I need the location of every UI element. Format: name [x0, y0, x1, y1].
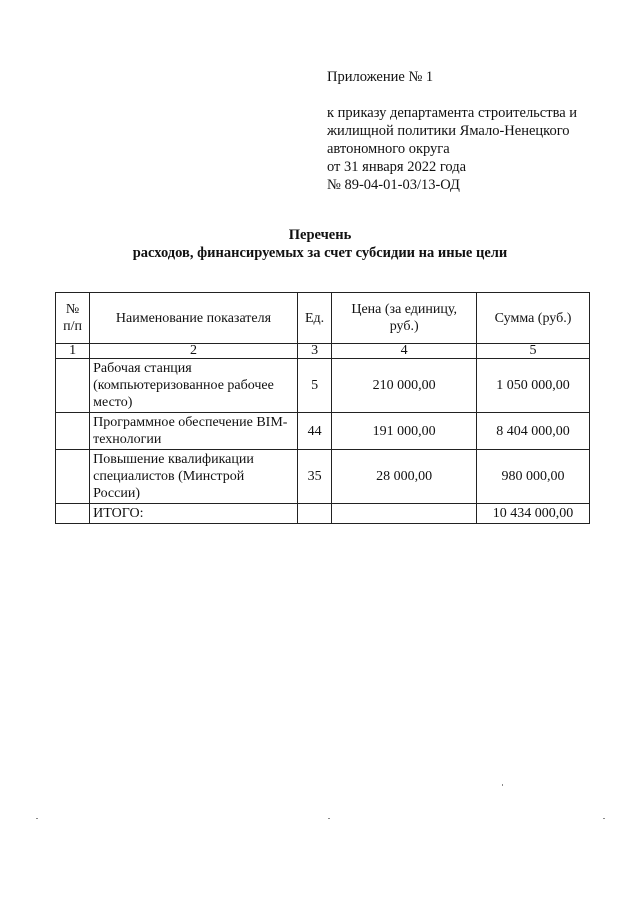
- row-unit: 5: [297, 359, 331, 413]
- row-name: Повышение квалификации специалистов (Минстрой России): [90, 450, 298, 504]
- row-name: Рабочая станция (компьютеризованное рабочее место): [90, 359, 298, 413]
- column-index: 1: [56, 344, 90, 359]
- table-row: [56, 450, 590, 504]
- table-row: [56, 359, 590, 413]
- row-price: 210 000,00: [332, 359, 477, 413]
- appendix-line: к приказу департамента строительства и: [327, 105, 578, 121]
- expenses-table: [55, 292, 590, 524]
- appendix-title: Приложение № 1: [327, 69, 434, 85]
- row-unit: 44: [297, 413, 331, 450]
- column-index: 2: [90, 344, 298, 359]
- column-index: 4: [332, 344, 477, 359]
- appendix-line: жилищной политики Ямало-Ненецкого: [327, 123, 570, 139]
- row-sum: 980 000,00: [477, 450, 590, 504]
- total-price: [332, 504, 477, 524]
- row-unit: 35: [297, 450, 331, 504]
- total-num: [56, 504, 90, 524]
- header-sum: Сумма (руб.): [477, 293, 590, 344]
- scan-speck: [502, 784, 503, 786]
- column-index-row: [56, 344, 590, 359]
- total-label: ИТОГО:: [90, 504, 298, 524]
- row-num: [56, 359, 90, 413]
- total-row: [56, 504, 590, 524]
- appendix-line: от 31 января 2022 года: [327, 159, 467, 175]
- row-price: 191 000,00: [332, 413, 477, 450]
- header-num: № п/п: [56, 293, 90, 344]
- scan-speck: [603, 818, 605, 819]
- column-index: 3: [297, 344, 331, 359]
- table-header-row: [56, 293, 590, 344]
- header-unit: Ед.: [297, 293, 331, 344]
- header-name: Наименование показателя: [90, 293, 298, 344]
- row-num: [56, 413, 90, 450]
- column-index: 5: [477, 344, 590, 359]
- appendix-line: автономного округа: [327, 141, 450, 157]
- heading-title: Перечень: [288, 227, 352, 243]
- row-sum: 8 404 000,00: [477, 413, 590, 450]
- scan-speck: [36, 818, 38, 819]
- row-price: 28 000,00: [332, 450, 477, 504]
- header-price: Цена (за единицу, руб.): [332, 293, 477, 344]
- document-heading: [0, 226, 640, 262]
- scan-speck: [328, 818, 330, 819]
- row-sum: 1 050 000,00: [477, 359, 590, 413]
- appendix-line: № 89-04-01-03/13-ОД: [327, 177, 460, 193]
- row-num: [56, 450, 90, 504]
- total-sum: 10 434 000,00: [477, 504, 590, 524]
- table-row: [56, 413, 590, 450]
- row-name: Программное обеспечение BIM-технологии: [90, 413, 298, 450]
- total-unit: [297, 504, 331, 524]
- heading-subtitle: расходов, финансируемых за счет субсидии на иные цели: [132, 245, 508, 261]
- appendix-block: [327, 68, 577, 194]
